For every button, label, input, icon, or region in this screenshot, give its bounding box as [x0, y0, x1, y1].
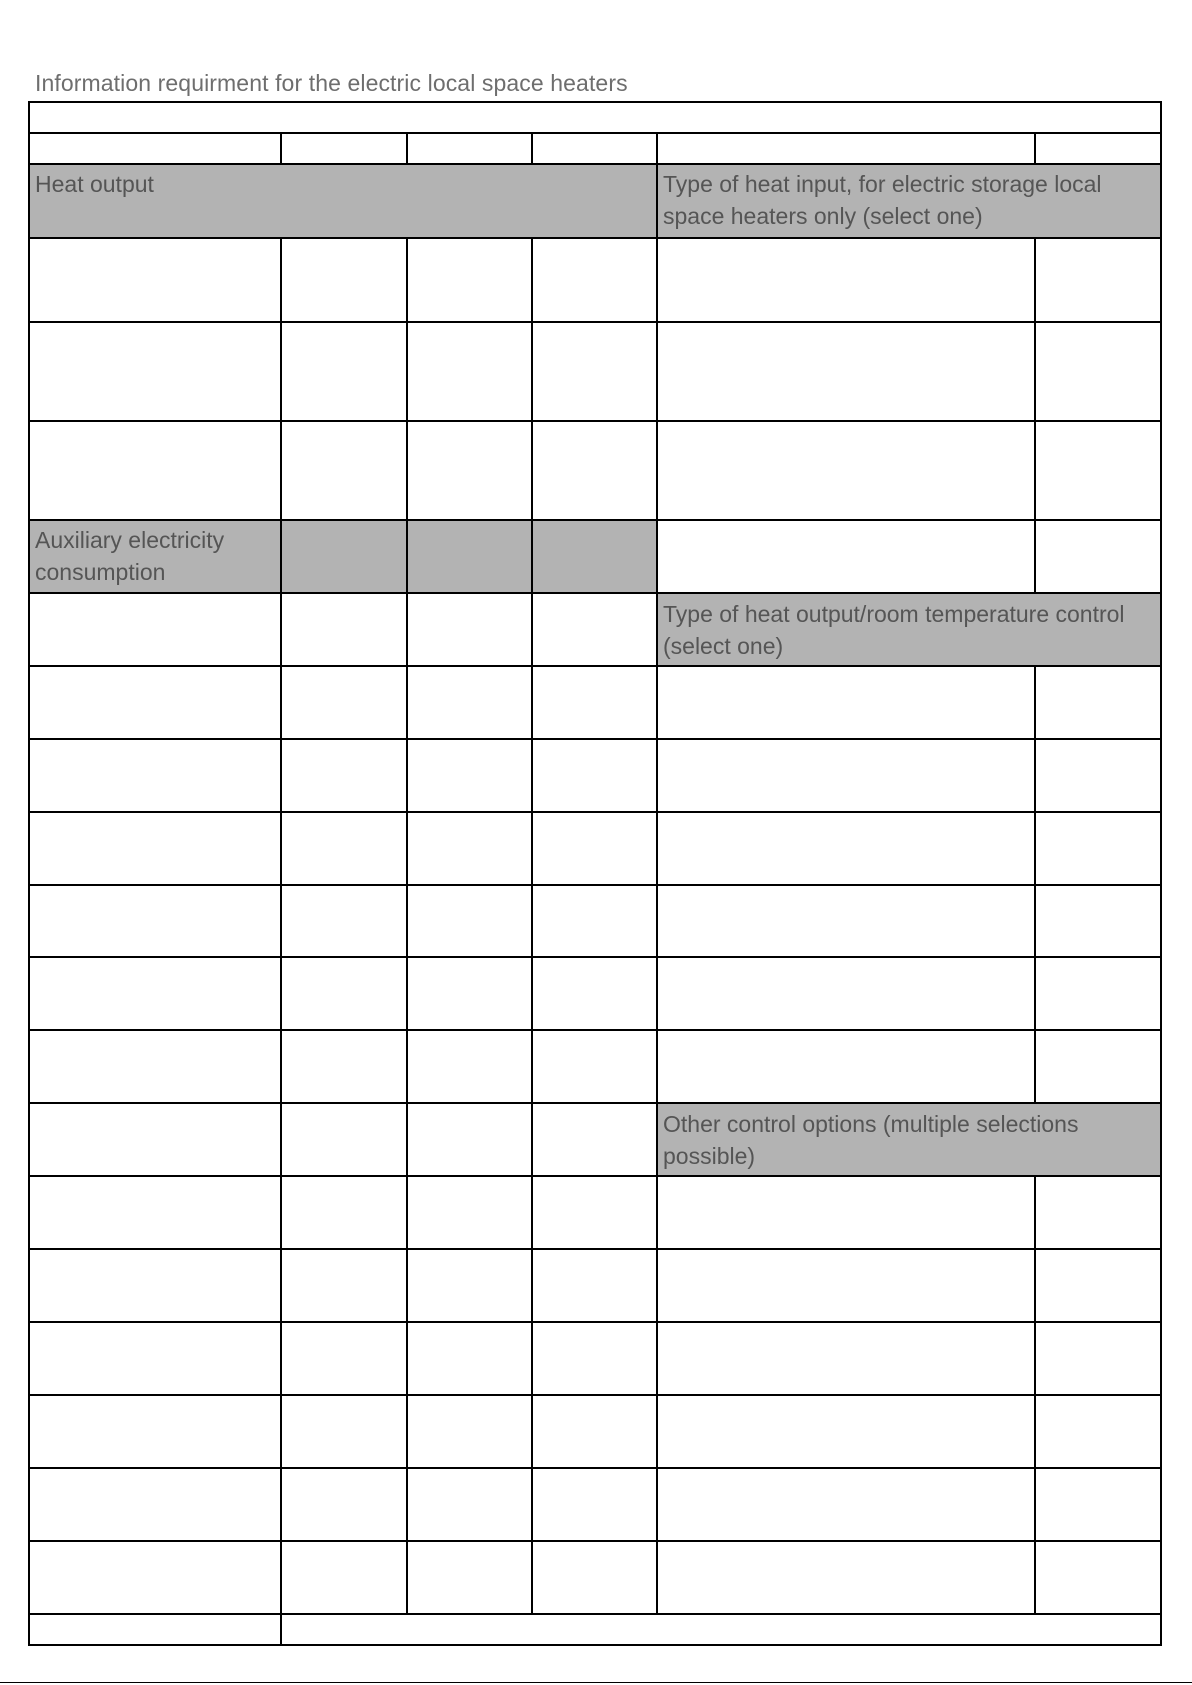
heat-output-header: Heat output — [35, 171, 154, 197]
document-title: Information requirment for the electric local space heaters — [35, 70, 628, 96]
heat-output-control-header: Type of heat output/room temperature control (select one) — [663, 601, 1125, 659]
heat-input-type-header: Type of heat input, for electric storage local space heaters only (select one) — [663, 171, 1102, 229]
auxiliary-electricity-header: Auxiliary electricity consumption — [35, 527, 225, 585]
page-bottom-rule — [0, 1682, 1192, 1683]
other-control-header: Other control options (multiple selections possible) — [663, 1111, 1079, 1169]
